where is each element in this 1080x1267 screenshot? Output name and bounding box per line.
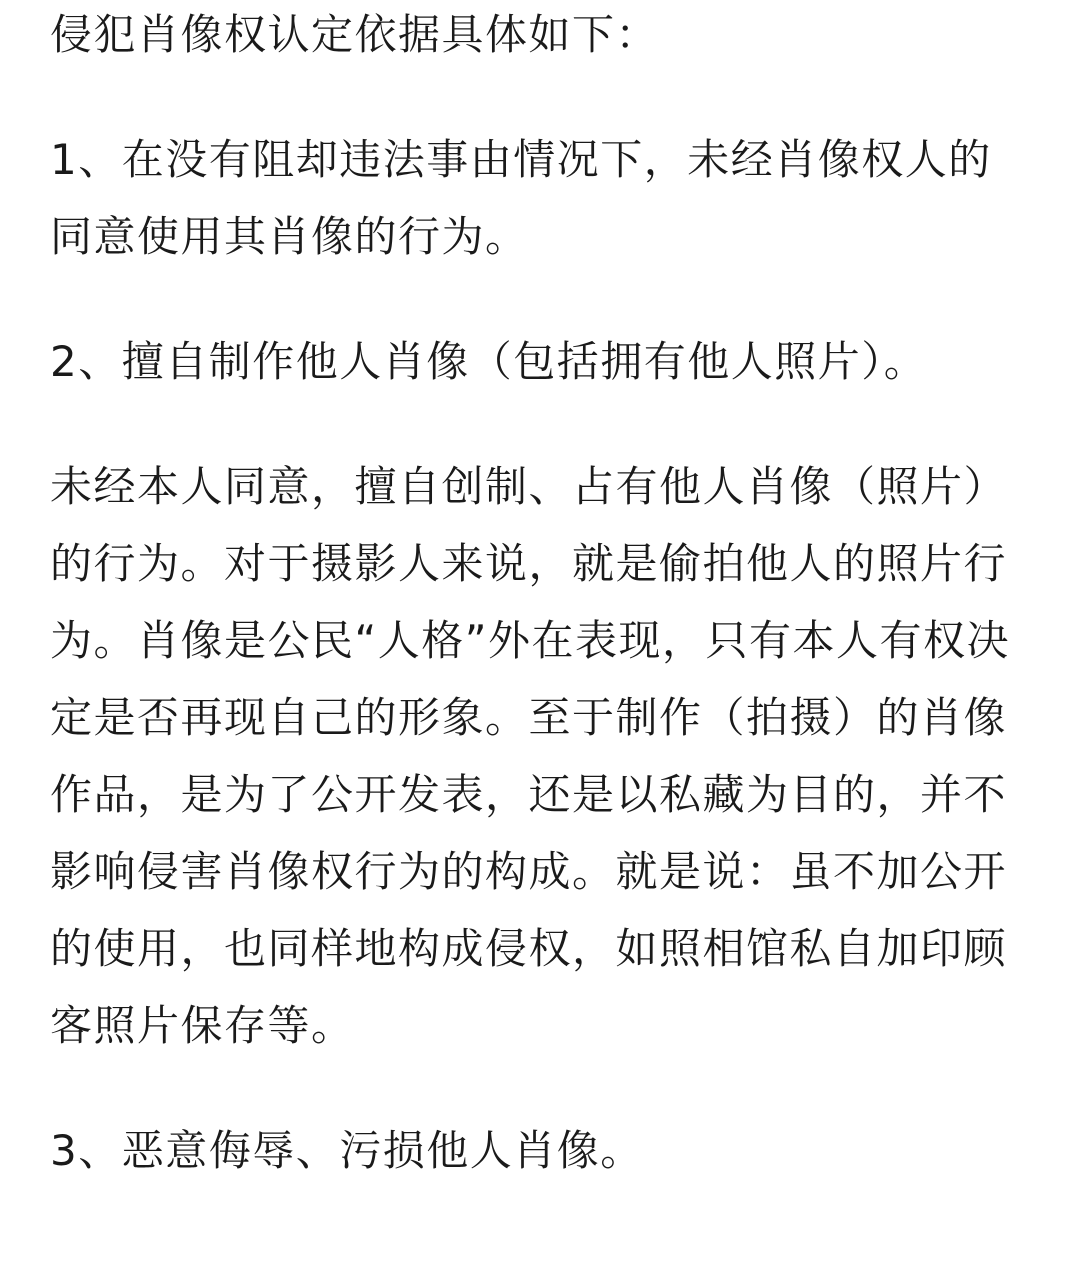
paragraph-gap xyxy=(50,73,1035,121)
paragraph-gap xyxy=(50,275,1035,323)
intro-paragraph: 侵犯肖像权认定依据具体如下： xyxy=(50,10,660,59)
article-body xyxy=(50,0,1035,1189)
item-2-detail-paragraph: 未经本人同意，擅自创制、占有他人肖像（照片）的行为。对于摄影人来说，就是偷拍他人的照片行为。肖像是公民“人格”外在表现，只有本人有权决定是否再现自己的形象。至于制作（拍摄）的肖像作品，是为了公开发表，还是以私藏为目的，并不影响侵害肖像权行为的构成。就是说：虽不加公开的使用，也同样地构成侵权，如照相馆私自加印顾客照片保存等。 xyxy=(50,462,1011,1050)
item-3-paragraph: 3、恶意侮辱、污损他人肖像。 xyxy=(50,1126,644,1175)
item-2-paragraph: 2、擅自制作他人肖像（包括拥有他人照片）。 xyxy=(50,337,928,386)
paragraph-gap xyxy=(50,400,1035,448)
item-1-paragraph: 1、在没有阻却违法事由情况下，未经肖像权人的同意使用其肖像的行为。 xyxy=(50,135,992,261)
paragraph-gap xyxy=(50,1064,1035,1112)
